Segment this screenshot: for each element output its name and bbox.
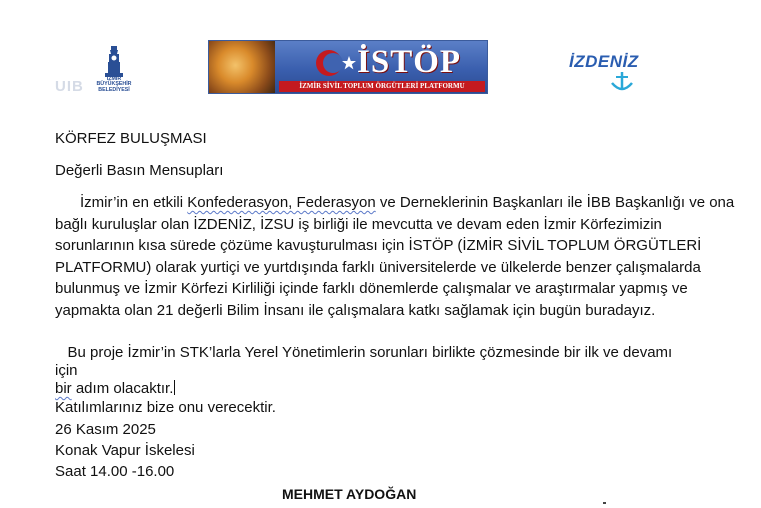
project-line-3: bir adım olacaktır. [55, 380, 174, 397]
text-cursor [174, 380, 175, 395]
anchor-icon [608, 70, 636, 94]
salutation: Değerli Basın Mensupları [55, 162, 224, 179]
ibb-logo-line-2: BÜYÜKŞEHİR [96, 81, 132, 87]
crescent-star-icon [313, 47, 357, 79]
spellcheck-underlined-text: Konfederasyon, Federasyon [187, 194, 376, 211]
istop-banner [208, 40, 488, 94]
clock-tower-photo [209, 41, 275, 94]
ibb-logo-ghost-text: UIB [55, 78, 84, 95]
project-line-1: Bu proje İzmir’in STK’larla Yerel Yönetimlerin sorunları birlikte çözmesinde bir ilk ve devamı [55, 344, 673, 361]
event-time: Saat 14.00 -16.00 [55, 463, 175, 480]
signature-name: MEHMET AYDOĞAN [282, 486, 417, 502]
project-line-2: için [55, 362, 78, 379]
event-location: Konak Vapur İskelesi [55, 442, 195, 459]
ibb-logo-line-3: BELEDİYESİ [98, 87, 130, 93]
stray-mark [603, 502, 606, 504]
istop-title: İSTÖP [357, 44, 462, 80]
document-title: KÖRFEZ BULUŞMASI [55, 130, 207, 147]
istop-subtitle: İZMİR SİVİL TOPLUM ÖRGÜTLERİ PLATFORMU [279, 81, 485, 92]
paragraph-lead: İzmir’in en etkili [80, 194, 188, 211]
event-date: 26 Kasım 2025 [55, 421, 156, 438]
spellcheck-underlined-word: bir [55, 380, 72, 397]
main-paragraph [55, 192, 741, 321]
ibb-logo-line-1: İZMİR [106, 76, 122, 82]
izdeniz-logo-text: İZDENİZ [569, 52, 639, 71]
paragraph-body: ve Derneklerinin Başkanları ile İBB Başkanlığı ve ona bağlı kuruluşlar olan İZDENİZ, İZSU iş birliği ile mevcutta ve devam eden İzmir Körfezimizin sorunlarının kısa sürede çözüme kavuşturulması için İSTÖP (İZMİR SİVİL TOPLUM ÖRGÜTLERİ PLATFORMU) olarak yurtiçi ve yurtdışında farklı üniversitelerde ve ülkelerde benzer çalışmalarda bulunmuş ve İzmir Körfezi Kirliliği içinde farklı dönemlerde çalışmalar ve araştırmalar yapmış ve yapmakta olan 21 değerli Bilim İnsanı ile çalışmalara katkı sağlamak için bugün buradayız. [55, 194, 735, 319]
closing-line: Katılımlarınız bize onu verecektir. [55, 399, 276, 416]
